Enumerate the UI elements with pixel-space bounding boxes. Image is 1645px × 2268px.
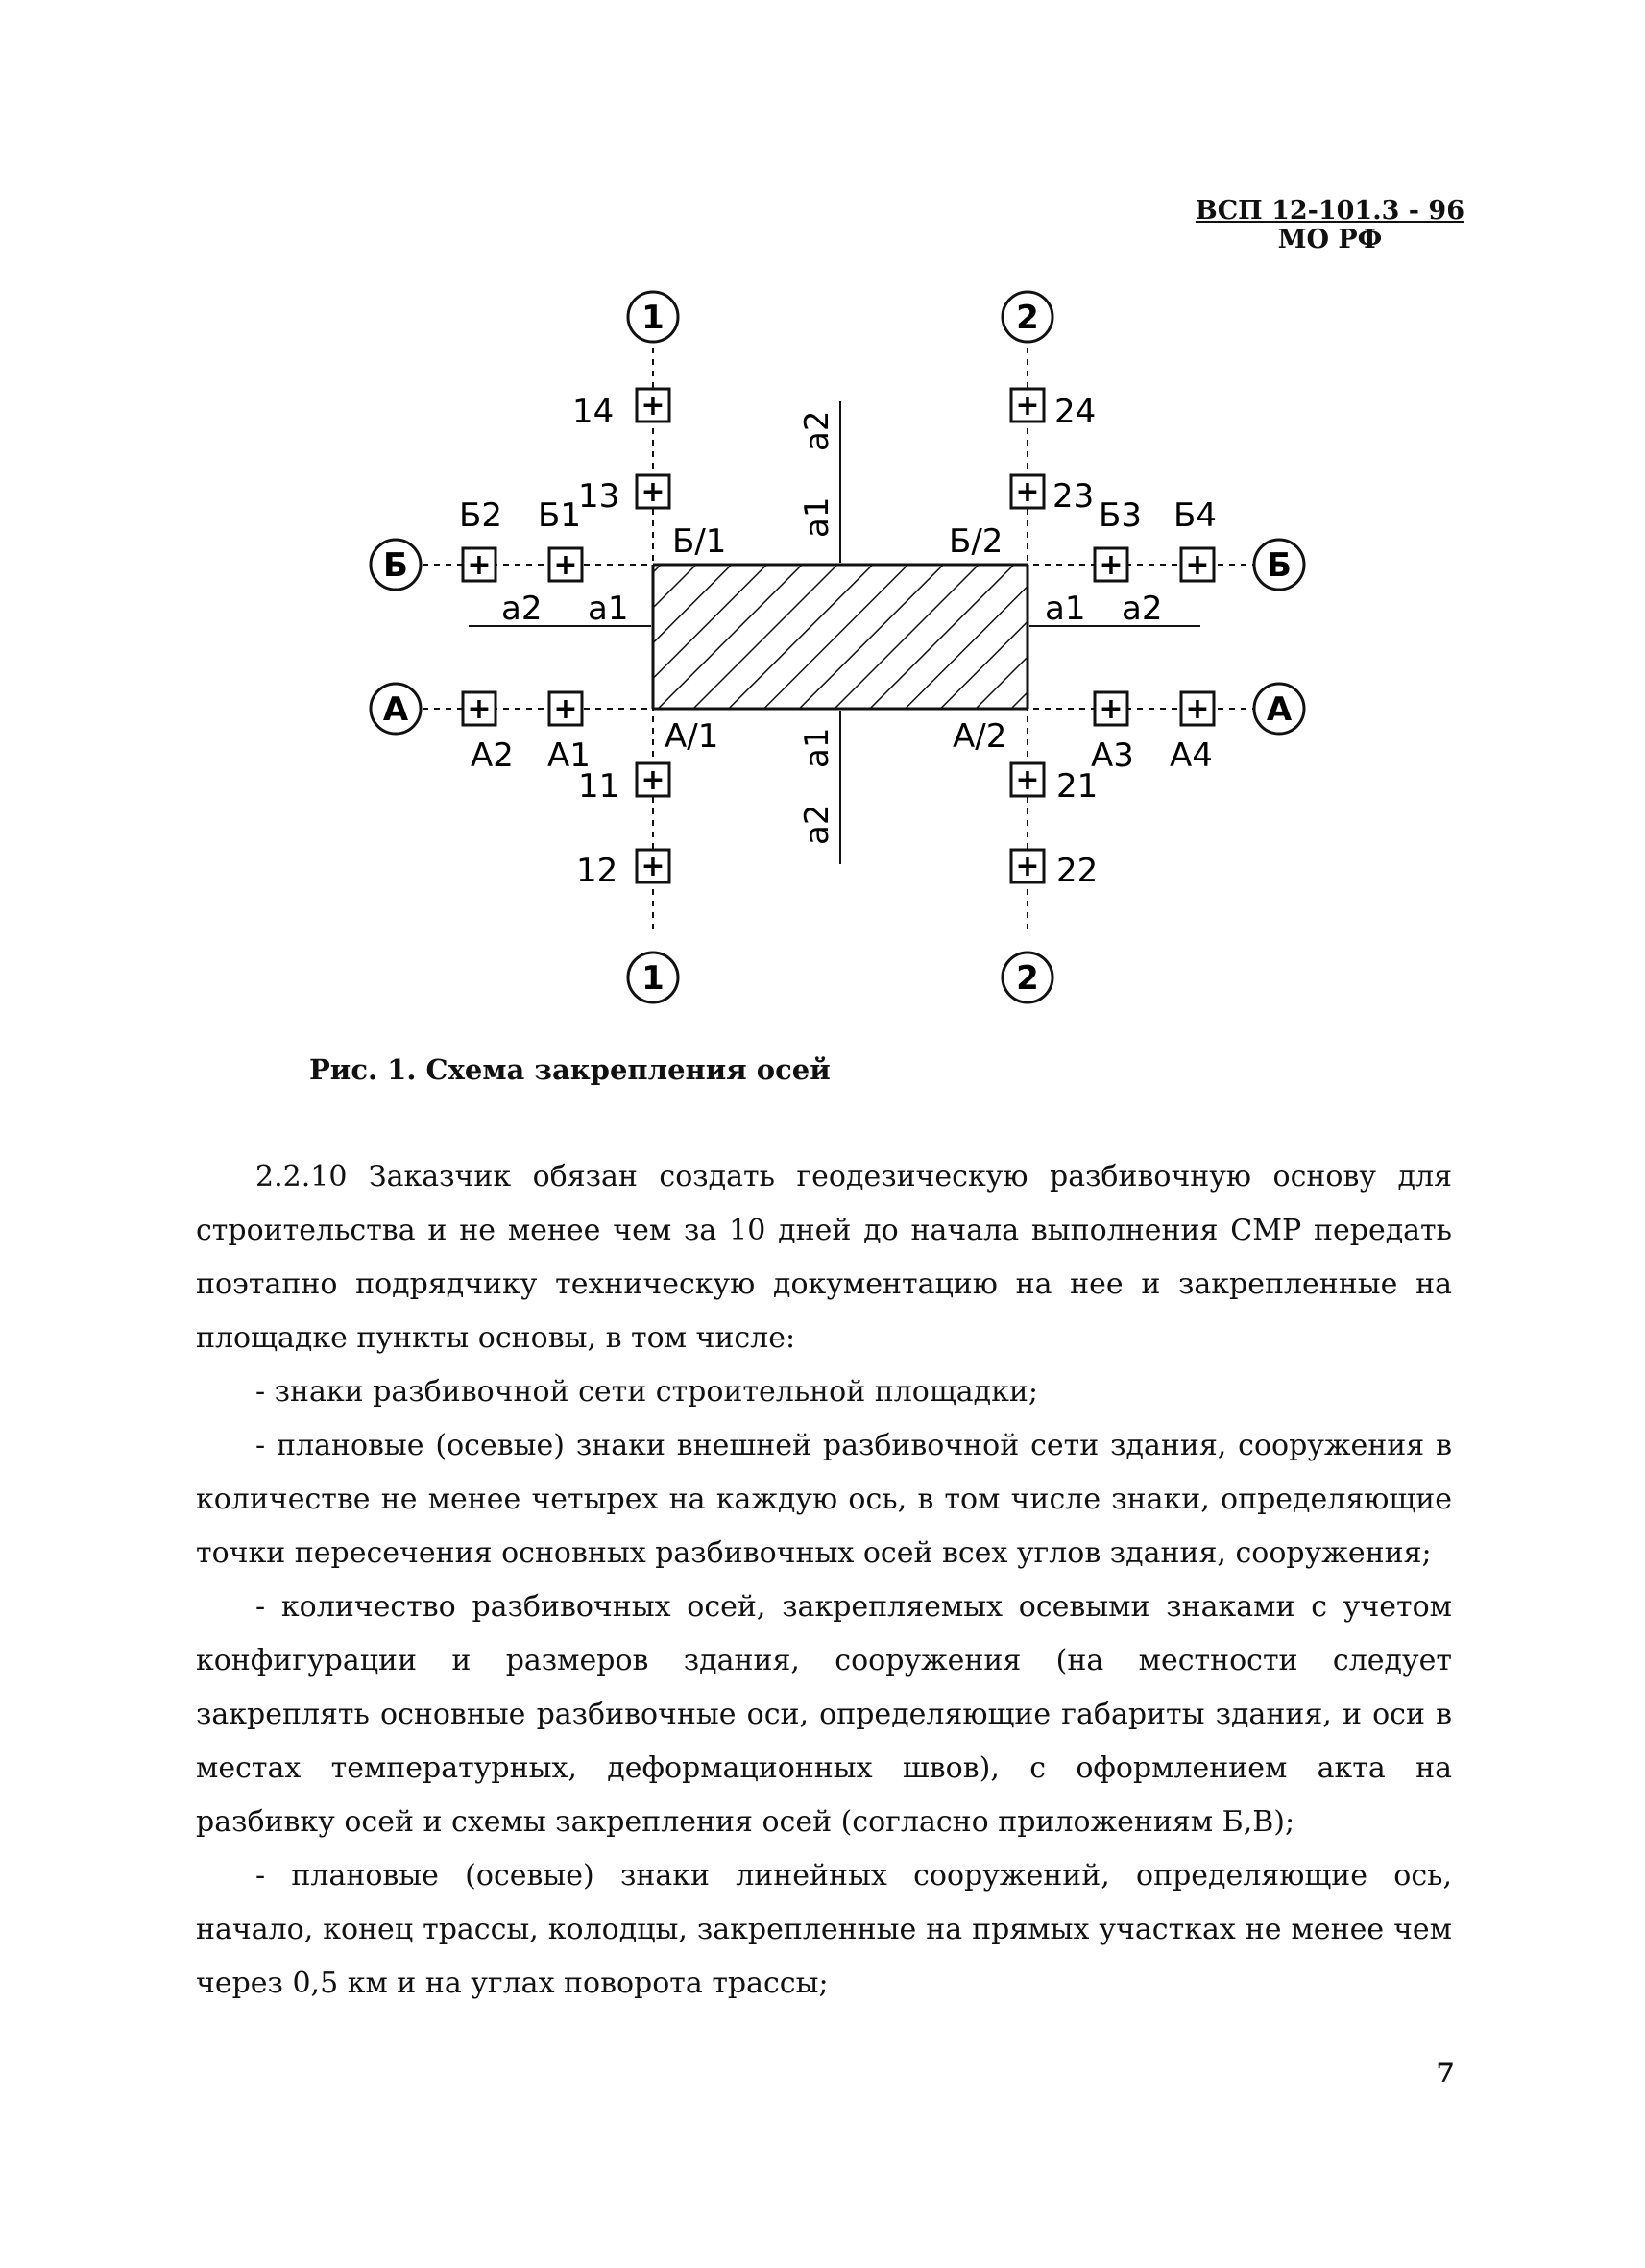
mark-b-1 [538, 496, 582, 582]
dim-top-a1: a1 [798, 496, 836, 538]
mark-a-4 [1170, 692, 1214, 775]
document-code: ВСП 12-101.3 - 96 [1195, 196, 1464, 226]
svg-text:+: + [641, 850, 665, 883]
dim-bottom-a2: a2 [798, 804, 836, 845]
mark-2-3 [1011, 475, 1094, 516]
body-text [196, 1150, 1452, 2011]
axis-a-left-marker [371, 684, 421, 734]
svg-text:2: 2 [1016, 959, 1039, 998]
svg-text:Б4: Б4 [1173, 496, 1217, 535]
svg-text:+: + [641, 763, 665, 797]
mark-1-1 [578, 763, 669, 806]
document-org: МО РФ [1277, 225, 1383, 254]
mark-b-3 [1095, 496, 1142, 582]
svg-text:А: А [382, 690, 409, 729]
svg-text:1: 1 [641, 299, 665, 337]
building-area [653, 565, 1028, 709]
svg-text:Б: Б [383, 546, 408, 585]
svg-text:+: + [1015, 763, 1040, 797]
svg-text:А2: А2 [471, 736, 514, 775]
dim-left-a2: a2 [501, 590, 543, 628]
page-number: 7 [1436, 2057, 1455, 2088]
paragraph: 2.2.10 Заказчик обязан создать геодезическую разбивочную основу для строительства и не менее чем за 10 дней до начала выполнения СМР передать поэтапно подрядчику техническую документацию на нее и закрепленные на площадке пункты основы, в том числе: [196, 1160, 1452, 1355]
svg-text:Б1: Б1 [538, 496, 581, 535]
svg-text:+: + [1099, 548, 1124, 582]
svg-text:12: 12 [576, 852, 618, 890]
node-a1-label: А/1 [665, 717, 719, 756]
dim-bottom-a1: a1 [798, 727, 836, 768]
axis-2-bottom-marker [1003, 953, 1052, 1002]
mark-1-3 [578, 475, 669, 516]
dim-left-a1: a1 [588, 590, 629, 628]
paragraph: - знаки разбивочной сети строительной площадки; [255, 1375, 1038, 1409]
dim-right-a2: a2 [1122, 590, 1163, 628]
svg-text:2: 2 [1016, 299, 1039, 337]
paragraph: - количество разбивочных осей, закрепляемых осевыми знаками с учетом конфигурации и размеров здания, сооружения (на местности следует закреплять основные разбивочные оси, определяющие габариты здания, и оси в местах температурных, деформационных швов), с оформлением акта на разбивку осей и схемы закрепления осей (согласно приложениям Б,В); [196, 1590, 1452, 1839]
svg-text:А4: А4 [1170, 736, 1213, 775]
svg-text:+: + [1099, 692, 1124, 726]
svg-text:А3: А3 [1091, 736, 1134, 775]
axis-b-right-marker [1254, 540, 1304, 590]
axis-1-bottom-marker [628, 953, 678, 1002]
svg-text:21: 21 [1056, 767, 1099, 806]
node-b1-label: Б/1 [672, 522, 727, 561]
axis-2-top-marker [1003, 292, 1052, 342]
svg-text:14: 14 [572, 393, 615, 431]
svg-text:+: + [1185, 692, 1210, 726]
axis-a-right-marker [1254, 684, 1304, 734]
svg-text:Б2: Б2 [459, 496, 502, 535]
svg-text:+: + [553, 692, 578, 726]
svg-text:23: 23 [1052, 477, 1095, 516]
svg-text:+: + [641, 475, 665, 509]
mark-2-4 [1011, 389, 1096, 431]
paragraph: - плановые (осевые) знаки внешней разбивочной сети здания, сооружения в количестве не менее четырех на каждую ось, в том числе знаки, определяющие точки пересечения основных разбивочных осей всех углов здания, сооружения; [196, 1429, 1452, 1570]
figure-caption: Рис. 1. Схема закрепления осей [309, 1053, 831, 1086]
mark-b-4 [1173, 496, 1217, 582]
svg-text:+: + [553, 548, 578, 582]
svg-text:13: 13 [578, 477, 620, 516]
svg-text:А: А [1266, 690, 1293, 729]
svg-text:+: + [641, 389, 665, 422]
axis-b-left-marker [371, 540, 421, 590]
mark-b-2 [459, 496, 502, 582]
svg-text:22: 22 [1056, 852, 1099, 890]
dim-right-a1: a1 [1045, 590, 1086, 628]
node-b2-label: Б/2 [949, 522, 1004, 561]
svg-text:+: + [467, 692, 492, 726]
mark-1-2 [576, 850, 669, 890]
svg-text:11: 11 [578, 767, 620, 806]
svg-text:24: 24 [1054, 393, 1097, 431]
node-a2-label: А/2 [953, 717, 1007, 756]
svg-text:Б3: Б3 [1099, 496, 1142, 535]
mark-2-2 [1011, 850, 1098, 890]
svg-text:+: + [1015, 475, 1040, 509]
mark-a-3 [1091, 692, 1134, 775]
axis-1-top-marker [628, 292, 678, 342]
svg-text:Б: Б [1267, 546, 1292, 585]
mark-a-1 [547, 692, 591, 775]
mark-a-2 [463, 692, 514, 775]
svg-text:1: 1 [641, 959, 665, 998]
svg-text:+: + [1185, 548, 1210, 582]
dim-top-a2: a2 [798, 410, 836, 451]
mark-2-1 [1011, 763, 1098, 806]
svg-text:+: + [467, 548, 492, 582]
paragraph: - плановые (осевые) знаки линейных сооружений, определяющие ось, начало, конец трассы, колодцы, закрепленные на прямых участках не менее чем через 0,5 км и на углах поворота трассы; [196, 1859, 1452, 2000]
mark-1-4 [572, 389, 669, 431]
svg-text:+: + [1015, 850, 1040, 883]
axis-fixing-diagram [346, 278, 1335, 1027]
svg-text:+: + [1015, 389, 1040, 422]
document-header [1196, 197, 1464, 254]
svg-text:А1: А1 [547, 736, 591, 775]
